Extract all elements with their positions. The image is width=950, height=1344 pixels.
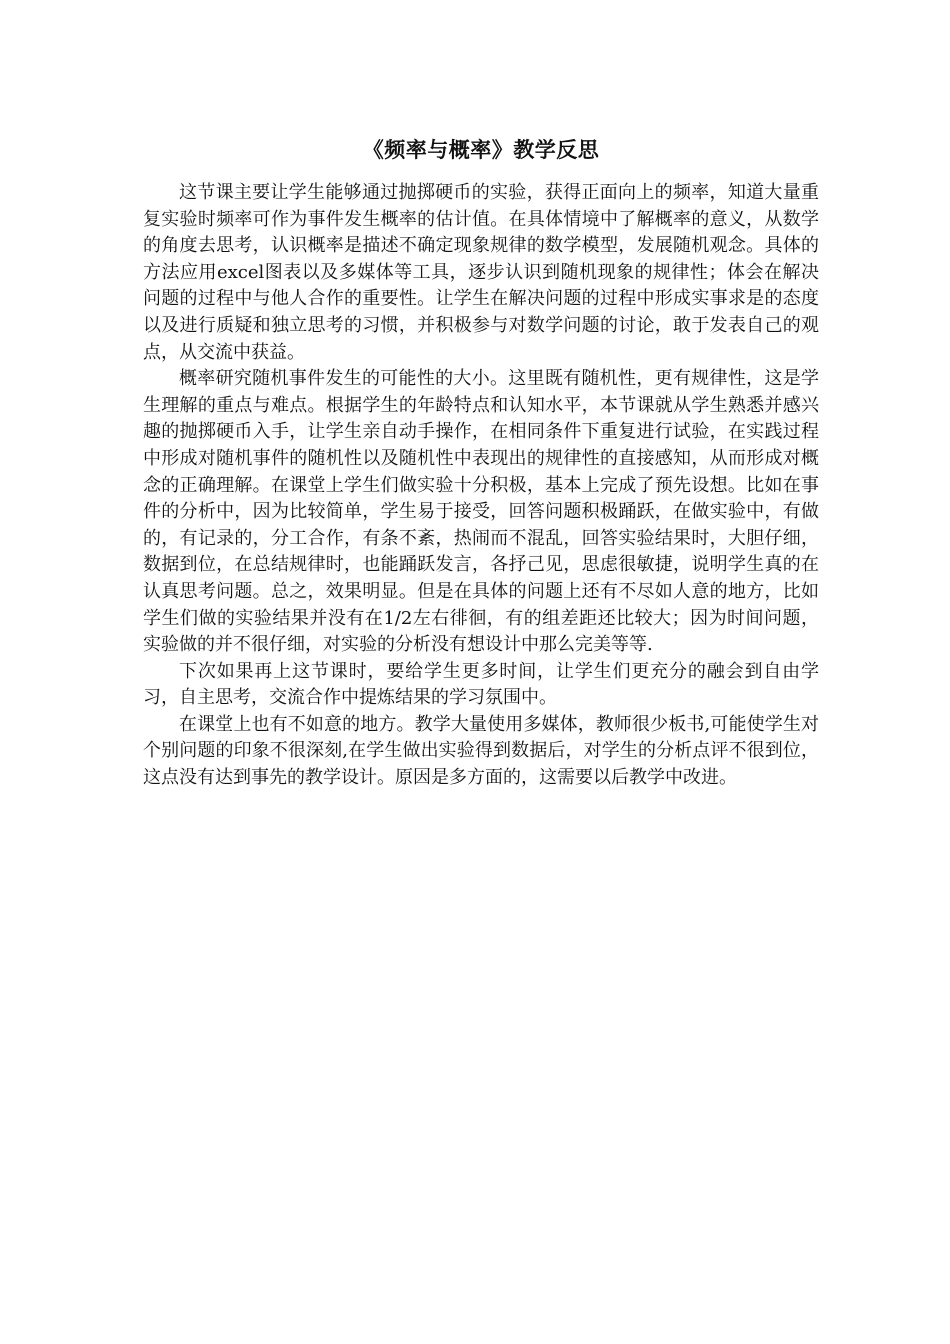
paragraph-2: 概率研究随机事件发生的可能性的大小。这里既有随机性，更有规律性，这是学生理解的重点与难点。根据学生的年龄特点和认知水平，本节课就从学生熟悉并感兴趣的抛掷硬币入手，让学生亲自动手操作，在相同条件下重复进行试验，在实践过程中形成对随机事件的随机性以及随机性中表现出的规律性的直接感知，从而形成对概念的正确理解。在课堂上学生们做实验十分积极，基本上完成了预先设想。比如在事件的分析中，因为比较简单，学生易于接受，回答问题积极踊跃，在做实验中，有做的，有记录的，分工合作，有条不紊，热闹而不混乱，回答实验结果时，大胆仔细，数据到位，在总结规律时，也能踊跃发言，各抒己见，思虑很敏捷，说明学生真的在认真思考问题。总之，效果明显。但是在具体的问题上还有不尽如人意的地方，比如学生们做的实验结果并没有在1/2左右徘徊，有的组差距还比较大；因为时间问题，实验做的并不很仔细，对实验的分析没有想设计中那么完美等等. (143, 368, 819, 656)
paragraph-4: 在课堂上也有不如意的地方。教学大量使用多媒体，教师很少板书,可能使学生对个别问题的印象不很深刻,在学生做出实验得到数据后，对学生的分析点评不很到位，这点没有达到事先的教学设计。原因是多方面的，这需要以后教学中改进。 (143, 713, 819, 789)
document-body (143, 134, 819, 792)
paragraph-1: 这节课主要让学生能够通过抛掷硬币的实验，获得正面向上的频率，知道大量重复实验时频率可作为事件发生概率的估计值。在具体情境中了解概率的意义，从数学的角度去思考，认识概率是描述不确定现象规律的数学模型，发展随机观念。具体的方法应用excel图表以及多媒体等工具，逐步认识到随机现象的规律性；体会在解决问题的过程中与他人合作的重要性。让学生在解决问题的过程中形成实事求是的态度以及进行质疑和独立思考的习惯，并积极参与对数学问题的讨论，敢于发表自己的观点，从交流中获益。 (143, 182, 819, 363)
document-title: 《频率与概率》教学反思 (362, 137, 600, 162)
paragraph-3: 下次如果再上这节课时，要给学生更多时间，让学生们更充分的融会到自由学习，自主思考，交流合作中提炼结果的学习氛围中。 (143, 660, 819, 709)
